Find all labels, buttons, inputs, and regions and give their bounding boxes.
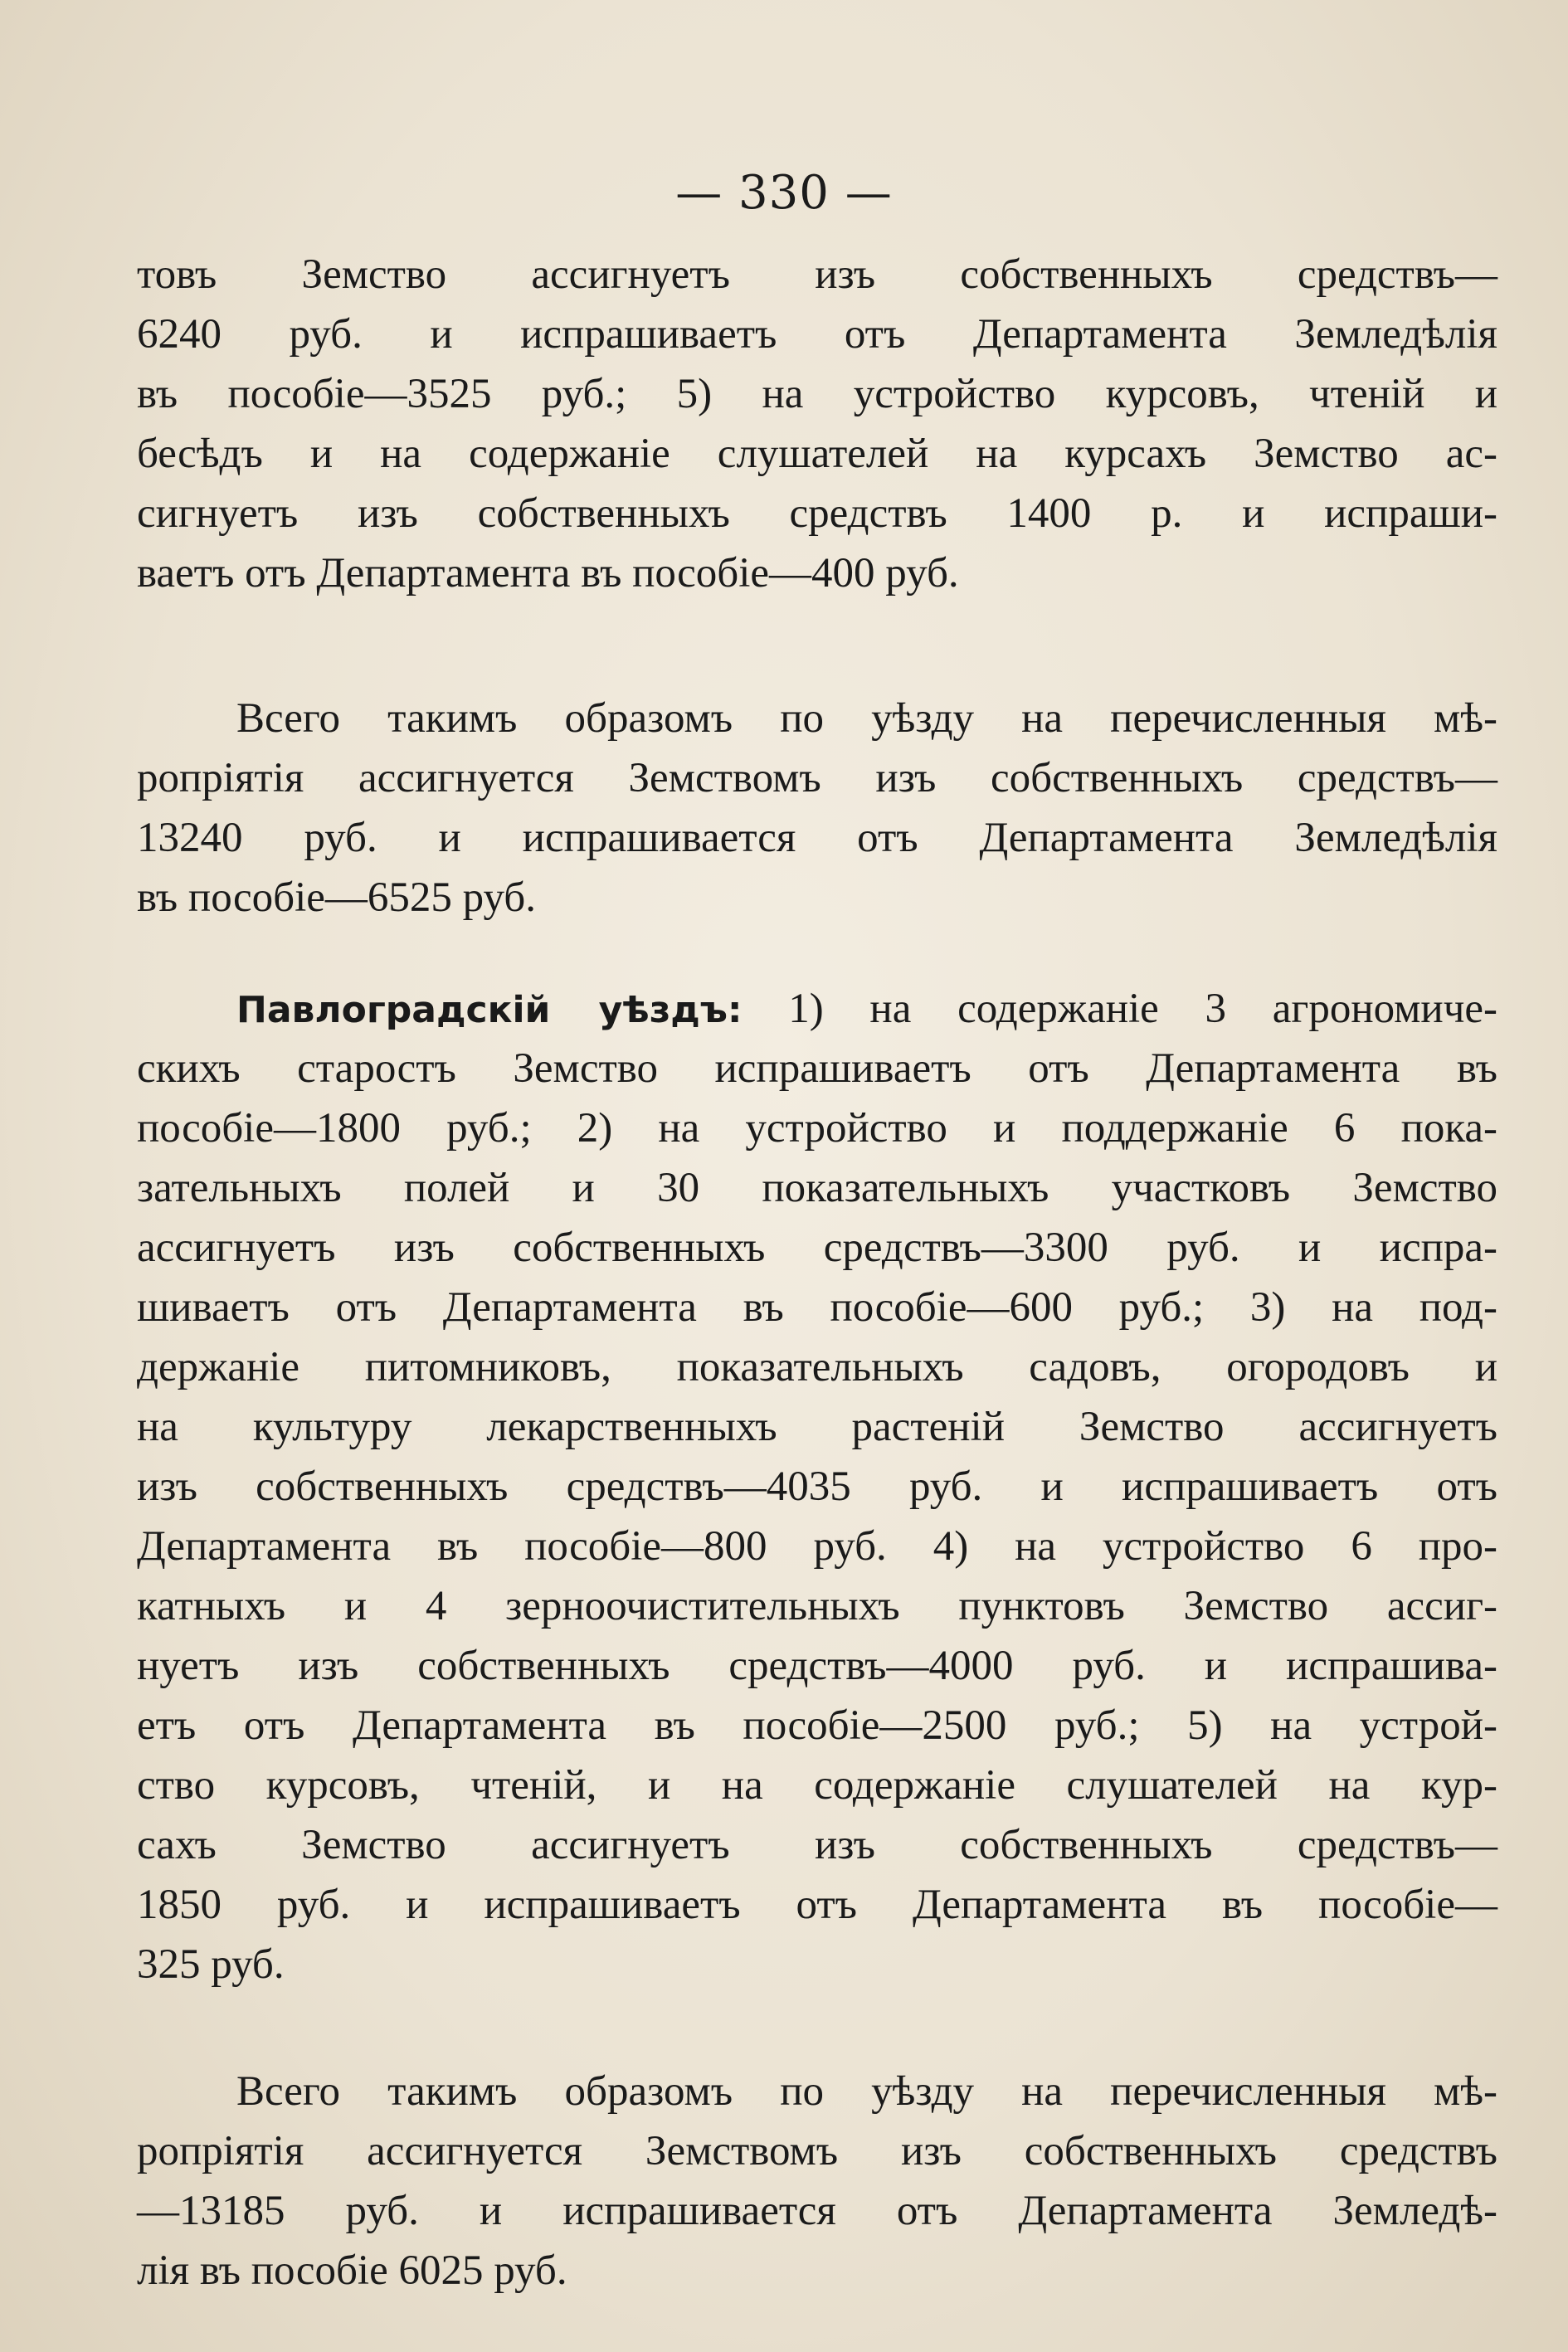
text-line: сахъ Земство ассигнуетъ изъ собственныхъ средствъ— (137, 1822, 1497, 1868)
text-line: держаніе питомниковъ, показательныхъ садовъ, огородовъ и (137, 1344, 1497, 1390)
text-line: 13240 руб. и испрашивается отъ Департамента Земледѣлія (137, 815, 1497, 861)
text-line: Всего такимъ образомъ по уѣзду на перечисленныя мѣ- (236, 695, 1497, 742)
text-line: бесѣдъ и на содержаніе слушателей на курсахъ Земство ас- (137, 431, 1497, 477)
text-run: 1) на содержаніе 3 агрономиче- (742, 986, 1497, 1032)
text-line: въ пособіе—6525 руб. (137, 874, 536, 921)
text-line: ассигнуетъ изъ собственныхъ средствъ—3300 руб. и испра- (137, 1225, 1497, 1271)
text-line: товъ Земство ассигнуетъ изъ собственныхъ средствъ— (137, 251, 1497, 298)
district-heading: Павлоградскій уѣздъ: (236, 989, 743, 1031)
text-line: въ пособіе—3525 руб.; 5) на устройство курсовъ, чтеній и (137, 371, 1497, 417)
text-line: пособіе—1800 руб.; 2) на устройство и поддержаніе 6 пока- (137, 1105, 1497, 1152)
text-line: катныхъ и 4 зерноочистительныхъ пунктовъ Земство ассиг- (137, 1583, 1497, 1629)
page-number: — 330 — (675, 166, 893, 220)
text-line: ваетъ отъ Департамента въ пособіе—400 руб. (137, 550, 959, 597)
text-line: изъ собственныхъ средствъ—4035 руб. и испрашиваетъ отъ (137, 1463, 1497, 1510)
paragraph-1 (137, 245, 1497, 603)
paragraph-4-summary (137, 2062, 1497, 2301)
text-line: шиваетъ отъ Департамента въ пособіе—600 руб.; 3) на под- (137, 1284, 1497, 1331)
text-line: зательныхъ полей и 30 показательныхъ участковъ Земство (137, 1165, 1497, 1211)
text-line: на культуру лекарственныхъ растеній Земство ассигнуетъ (137, 1404, 1497, 1450)
text-line: 325 руб. (137, 1941, 285, 1988)
paragraph-3-pavlograd (137, 979, 1497, 1994)
text-line: етъ отъ Департамента въ пособіе—2500 руб.; 5) на устрой- (137, 1702, 1497, 1749)
text-line: ропріятія ассигнуется Земствомъ изъ собственныхъ средствъ— (137, 755, 1497, 801)
text-line: 1850 руб. и испрашиваетъ отъ Департамента въ пособіе— (137, 1882, 1497, 1928)
text-line: лія въ пособіе 6025 руб. (137, 2247, 567, 2294)
text-line: Всего такимъ образомъ по уѣзду на перечисленныя мѣ- (236, 2068, 1497, 2115)
text-line: 6240 руб. и испрашиваетъ отъ Департамента Земледѣлія (137, 311, 1497, 358)
text-line: сигнуетъ изъ собственныхъ средствъ 1400 р. и испраши- (137, 490, 1497, 537)
text-line: ропріятія ассигнуется Земствомъ изъ собственныхъ средствъ (137, 2128, 1497, 2174)
text-line: —13185 руб. и испрашивается отъ Департамента Земледѣ- (137, 2188, 1497, 2234)
text-line (137, 979, 1497, 1039)
paragraph-2-summary (137, 689, 1497, 928)
text-line: скихъ старостъ Земство испрашиваетъ отъ Департамента въ (137, 1045, 1497, 1092)
text-line: Департамента въ пособіе—800 руб. 4) на устройство 6 про- (137, 1523, 1497, 1570)
text-line: нуетъ изъ собственныхъ средствъ—4000 руб. и испрашива- (137, 1643, 1497, 1689)
text-line: ство курсовъ, чтеній, и на содержаніе слушателей на кур- (137, 1762, 1497, 1809)
